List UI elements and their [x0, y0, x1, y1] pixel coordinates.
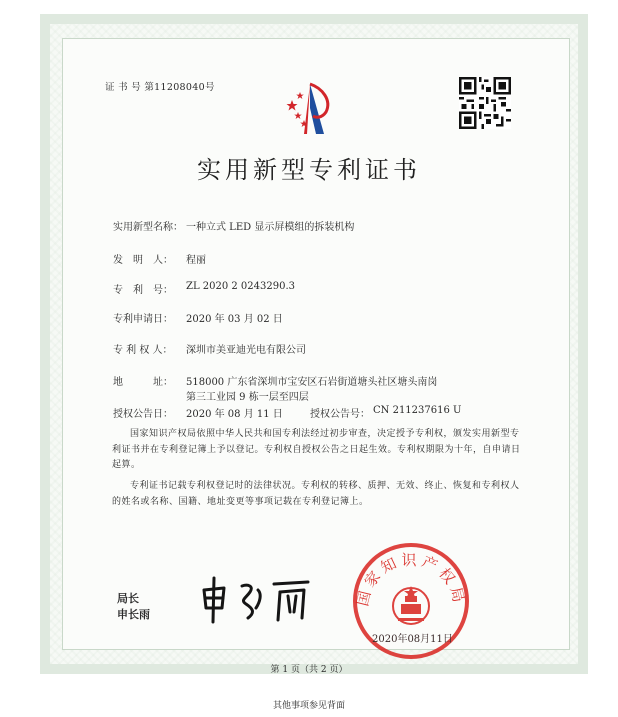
field-filing-date-label: 专利申请日： — [113, 314, 173, 325]
official-title: 局长 — [117, 592, 139, 605]
official-seal-icon — [348, 538, 474, 664]
cnipa-logo-icon — [280, 78, 340, 138]
footer-note: 其他事项参见背面 — [272, 701, 345, 711]
field-patentee-label: 专 利 权 人： — [113, 345, 173, 356]
field-inventor-value: 程丽 — [186, 255, 206, 266]
field-address-line1: 518000 广东省深圳市宝安区石岩街道塘头社区塘头南岗 — [186, 377, 438, 388]
field-grant-no-label: 授权公告号： — [310, 409, 370, 420]
cert-number-label: 证 书 号 第 — [105, 82, 155, 93]
cert-number-suffix: 号 — [204, 82, 215, 93]
certificate-title: 实用新型专利证书 — [197, 156, 421, 184]
qr-code-icon — [459, 77, 511, 129]
svg-text:国家知识产权局: 国家知识产权局 — [353, 551, 469, 608]
field-grant-no-value: CN 211237616 U — [373, 405, 462, 416]
field-patentee-value: 深圳市美亚迪光电有限公司 — [186, 345, 306, 356]
cert-number: 11208040 — [154, 82, 205, 93]
field-inventor-label: 发 明 人： — [113, 255, 173, 266]
field-name-label: 实用新型名称： — [113, 222, 183, 233]
official-name: 申长雨 — [117, 608, 150, 621]
certificate-paragraph-1: 国家知识产权局依照中华人民共和国专利法经过初步审查，决定授予专利权，颁发实用新型专利证书并在专利登记簿上予以登记。专利权自授权公告之日起生效。专利权期限为十年，自申请日起算。 — [112, 429, 521, 470]
field-name-value: 一种立式 LED 显示屏模组的拆装机构 — [186, 222, 355, 233]
seal-date: 2020年08月11日 — [372, 634, 453, 645]
field-grant-date-value: 2020 年 08 月 11 日 — [186, 409, 283, 420]
page-info: 第 1 页（共 2 页） — [270, 665, 348, 675]
field-filing-date-value: 2020 年 03 月 02 日 — [186, 314, 283, 325]
field-address-label: 地 址： — [113, 377, 173, 388]
field-patent-no-value: ZL 2020 2 0243290.3 — [186, 281, 296, 292]
field-grant-date-label: 授权公告日： — [113, 409, 173, 420]
field-patent-no-label: 专 利 号： — [113, 285, 173, 296]
cert-number-line — [105, 79, 215, 93]
field-address-line2: 第三工业园 9 栋一层至四层 — [186, 392, 309, 403]
signature-image — [196, 572, 314, 626]
certificate-paragraph-2: 专利证书记载专利权登记时的法律状况。专利权的转移、质押、无效、终止、恢复和专利权人的姓名或名称、国籍、地址变更等事项记载在专利登记簿上。 — [112, 481, 520, 507]
